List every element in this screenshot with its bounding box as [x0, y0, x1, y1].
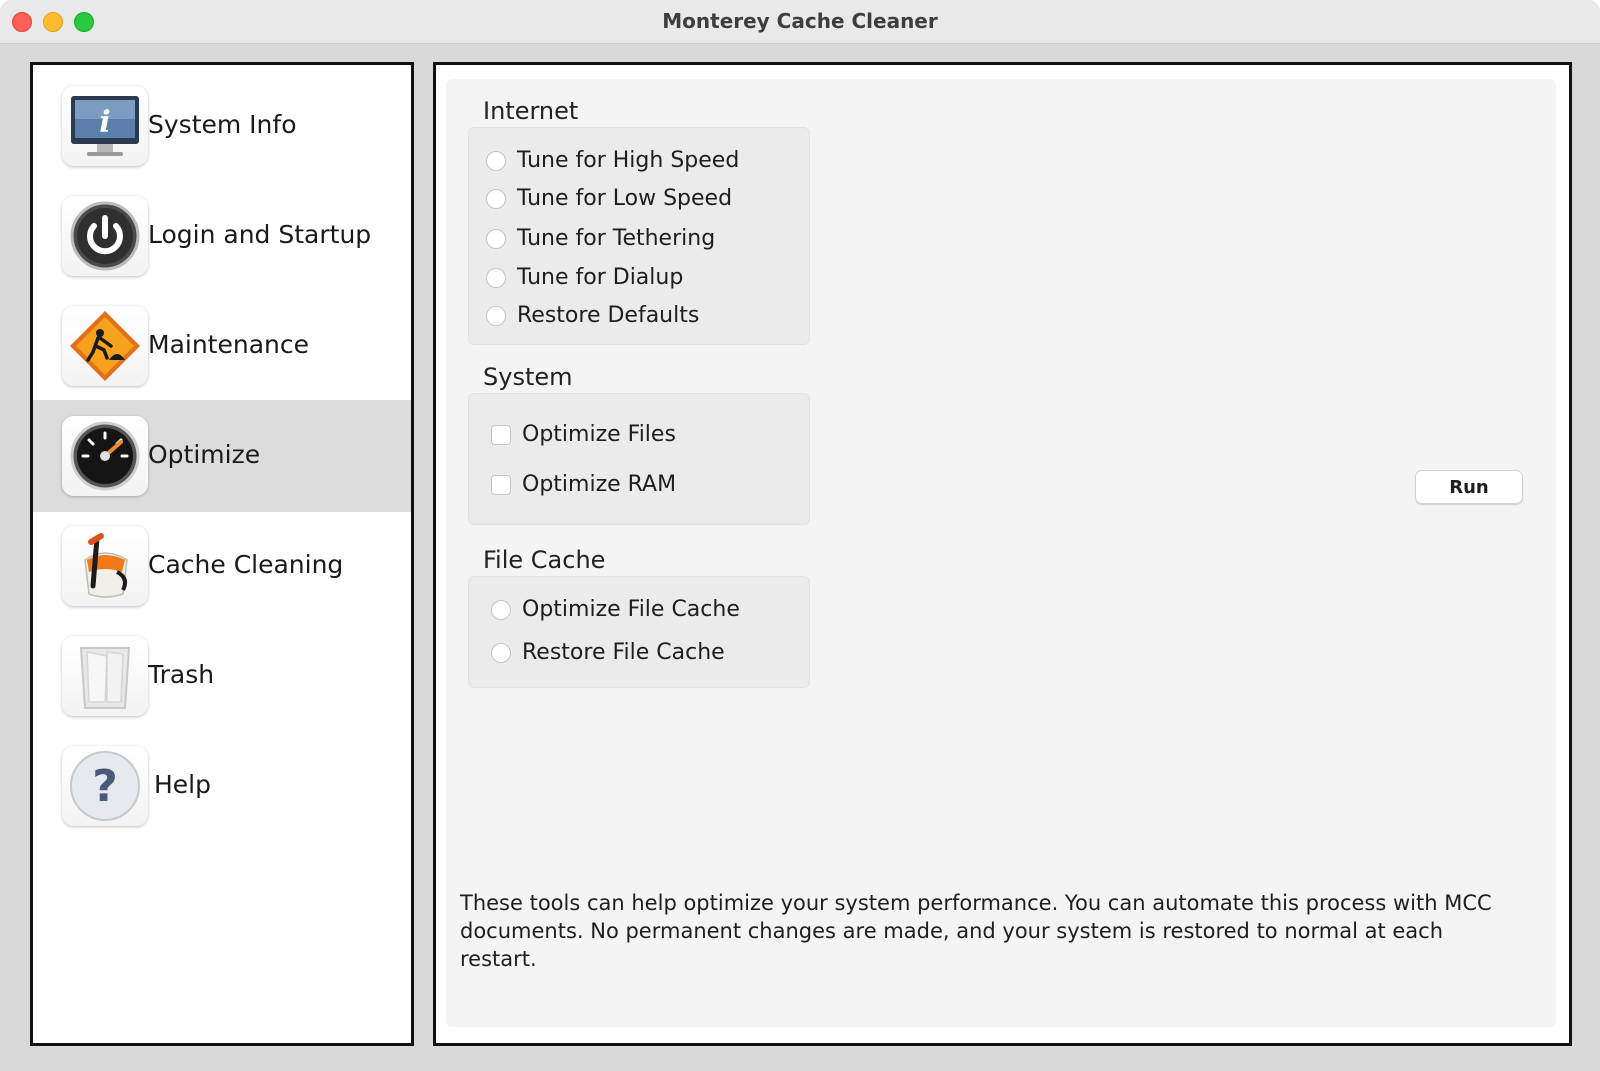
radio-button[interactable]: [486, 189, 506, 209]
power-icon: [62, 196, 148, 276]
option-label: Tune for Dialup: [517, 265, 684, 290]
svg-text:i: i: [99, 105, 111, 140]
radio-button[interactable]: [491, 643, 511, 663]
help-icon: [62, 746, 148, 826]
radio-button[interactable]: [491, 600, 511, 620]
radio-button[interactable]: [486, 306, 506, 326]
sidebar-item-label: Optimize: [148, 440, 261, 469]
system-section-title: System: [483, 363, 573, 391]
option-label: Restore File Cache: [522, 640, 725, 665]
speedometer-icon: [62, 416, 148, 496]
checkbox[interactable]: [491, 425, 511, 445]
run-button[interactable]: Run: [1415, 470, 1523, 504]
description-text: These tools can help optimize your system performance. You can automate this process with MCC documents. No permanent changes are made, and your system is restored to normal at each restart.: [460, 891, 1492, 971]
main-panel: [433, 62, 1572, 1046]
option-label: Tune for Tethering: [517, 226, 716, 251]
radio-button[interactable]: [486, 268, 506, 288]
option-label: Tune for High Speed: [517, 148, 740, 173]
title-bar: [0, 0, 1600, 44]
svg-text:?: ?: [92, 761, 118, 812]
checkbox[interactable]: [491, 475, 511, 495]
sidebar-item-help[interactable]: [33, 730, 411, 842]
option-label: Optimize Files: [522, 422, 676, 447]
internet-section-title: Internet: [483, 97, 579, 125]
option-label: Tune for Low Speed: [517, 186, 733, 211]
option-label: Optimize File Cache: [522, 597, 740, 622]
option-label: Restore Defaults: [517, 303, 700, 328]
sidebar-item-label: Cache Cleaning: [148, 550, 344, 579]
sidebar-item-trash[interactable]: [33, 620, 411, 732]
option-label: Optimize RAM: [522, 472, 677, 497]
cleaning-bucket-icon: [62, 526, 148, 606]
maintenance-sign-icon: [62, 306, 148, 386]
sidebar-item-label: Trash: [148, 660, 215, 689]
sidebar-item-label: Help: [154, 770, 211, 799]
sidebar-item-label: System Info: [148, 110, 297, 139]
sidebar-item-label: Maintenance: [148, 330, 309, 359]
optimize-content: [446, 79, 1556, 1027]
system-info-icon: [62, 86, 148, 166]
sidebar-item-cache-cleaning[interactable]: [33, 510, 411, 622]
sidebar-item-system-info[interactable]: [33, 70, 411, 182]
trash-icon: [62, 636, 148, 716]
radio-button[interactable]: [486, 229, 506, 249]
sidebar-item-optimize[interactable]: [33, 400, 411, 512]
sidebar-item-maintenance[interactable]: [33, 290, 411, 402]
file-cache-options-group: [468, 576, 810, 688]
file-cache-section-title: File Cache: [483, 546, 606, 574]
sidebar-item-label: Login and Startup: [148, 220, 372, 249]
radio-button[interactable]: [486, 151, 506, 171]
sidebar-item-login-and-startup[interactable]: [33, 180, 411, 292]
internet-options-group: [468, 127, 810, 345]
system-options-group: [468, 393, 810, 525]
sidebar: [30, 62, 414, 1046]
window-title: Monterey Cache Cleaner: [662, 9, 938, 33]
